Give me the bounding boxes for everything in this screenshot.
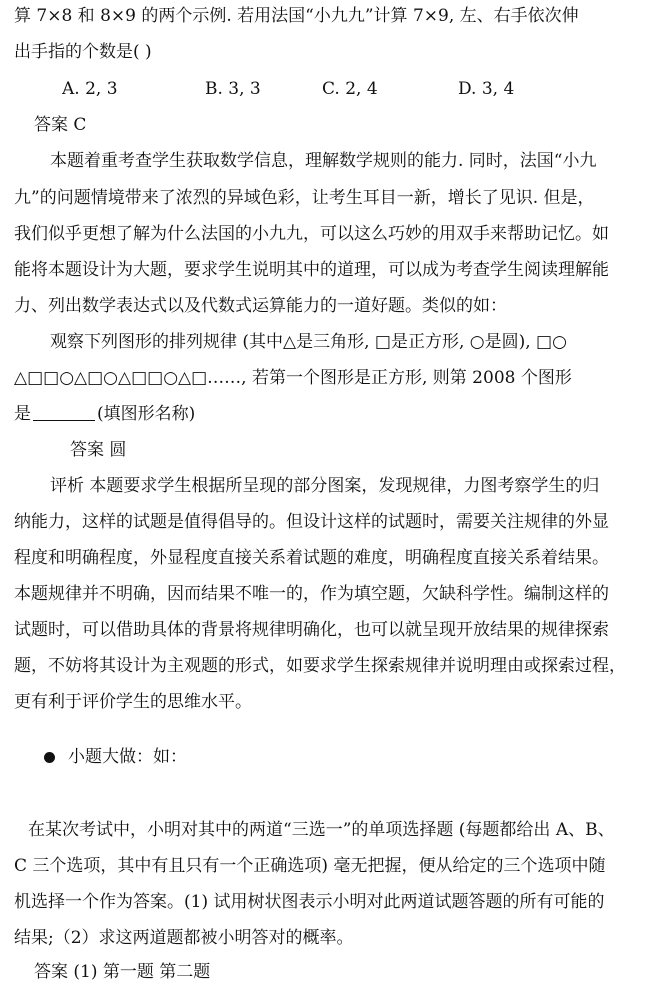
comment2-line-2: 纳能力，这样的试题是值得倡导的。但设计这样的试题时，需要关注规律的外显 bbox=[14, 512, 609, 532]
comment2-line-7: 更有利于评价学生的思维水平。 bbox=[14, 692, 252, 712]
comment2-line-4: 本题规律并不明确，因而结果不唯一的，作为填空题，欠缺科学性。编制这样的 bbox=[14, 584, 609, 604]
q3-answer: 答案 (1) 第一题 第二题 bbox=[34, 962, 211, 982]
comment1-line-2: 九”的问题情境带来了浓烈的异域色彩，让考生耳目一新，增长了见识. 但是， bbox=[14, 188, 595, 208]
q3-line-4: 结果;（2）求这两道题都被小明答对的概率。 bbox=[14, 928, 354, 948]
answer-blank bbox=[33, 404, 95, 421]
comment2-line-3: 程度和明确程度，外显程度直接关系着试题的难度，明确程度直接关系着结果。 bbox=[14, 548, 609, 568]
q1-line-1: 算 7×8 和 8×9 的两个示例. 若用法国“小九九”计算 7×9, 左、右手依次伸 bbox=[14, 6, 579, 26]
q3-line-1: 在某次考试中，小明对其中的两道“三选一”的单项选择题 (每题都给出 A、B、 bbox=[28, 820, 615, 840]
comment1-line-1: 本题着重考查学生获取数学信息，理解数学规则的能力. 同时，法国“小九 bbox=[50, 151, 597, 171]
q1-option-c: C. 2, 4 bbox=[322, 79, 378, 99]
q1-option-d: D. 3, 4 bbox=[458, 79, 515, 99]
q3-line-2: C 三个选项，其中有且只有一个正确选项) 毫无把握，便从给定的三个选项中随 bbox=[14, 856, 606, 876]
section-title: 小题大做：如： bbox=[68, 747, 187, 767]
q2-line-3 bbox=[14, 403, 195, 425]
q1-answer: 答案 C bbox=[34, 115, 87, 135]
q2-line-1: 观察下列图形的排列规律 (其中△是三角形, □是正方形, ○是圆), □○ bbox=[50, 332, 567, 352]
q3-line-3: 机选择一个作为答案。(1) 试用树状图表示小明对此两道试题答题的所有可能的 bbox=[14, 892, 605, 912]
comment1-line-3: 我们似乎更想了解为什么法国的小九九，可以这么巧妙的用双手来帮助记忆。如 bbox=[14, 224, 609, 244]
q2-line-3-prefix: 是 bbox=[14, 404, 31, 424]
q2-line-3-suffix: (填图形名称) bbox=[97, 404, 196, 424]
comment2-line-5: 试题时，可以借助具体的背景将规律明确化，也可以就呈现开放结果的规律探索 bbox=[14, 620, 609, 640]
comment2-line-1: 评析 本题要求学生根据所呈现的部分图案，发现规律，力图考察学生的归 bbox=[50, 476, 600, 496]
comment1-line-5: 力、列出数学表达式以及代数式运算能力的一道好题。类似的如： bbox=[14, 296, 507, 316]
q2-line-2: △□□○△□○△□□○△□……, 若第一个图形是正方形, 则第 2008 个图形 bbox=[14, 368, 572, 388]
comment2-line-6: 题，不妨将其设计为主观题的形式，如要求学生探索规律并说明理由或探索过程， bbox=[14, 656, 626, 676]
q1-option-a: A. 2, 3 bbox=[62, 79, 118, 99]
comment1-line-4: 能将本题设计为大题，要求学生说明其中的道理，可以成为考查学生阅读理解能 bbox=[14, 260, 609, 280]
q1-line-2: 出手指的个数是( ) bbox=[14, 42, 152, 62]
bullet-icon bbox=[44, 752, 55, 763]
q1-option-b: B. 3, 3 bbox=[205, 79, 261, 99]
q2-answer: 答案 圆 bbox=[70, 440, 127, 460]
